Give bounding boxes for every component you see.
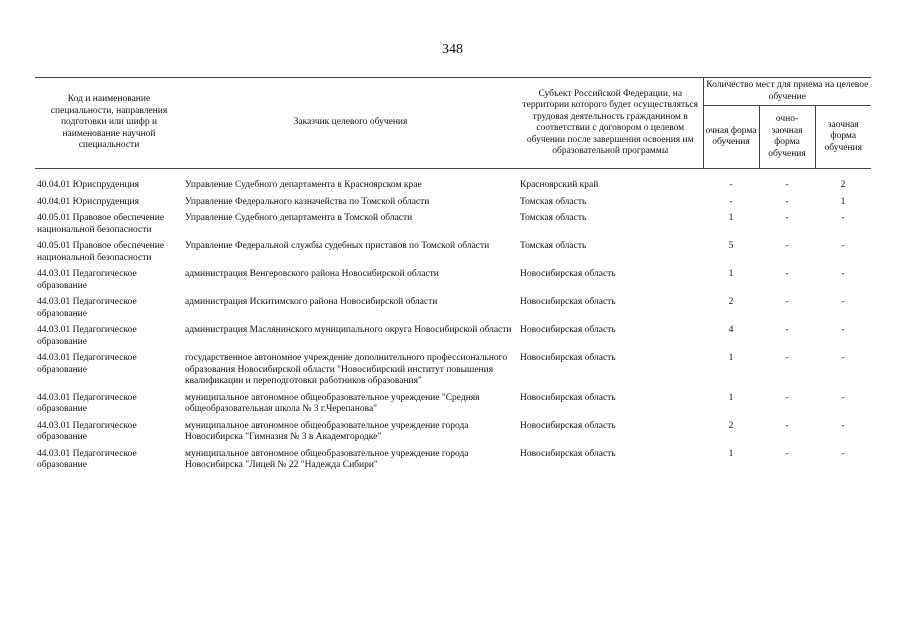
- cell-distance: -: [841, 420, 845, 431]
- cell-code: 44.03.01 Педагогическое образование: [37, 448, 137, 470]
- cell-distance: -: [841, 241, 845, 251]
- cell-customer: муниципальное автономное общеобразовательное учреждение города Новосибирска "Лицей № 22 "Надежда Сибири": [185, 448, 469, 470]
- cell-full-time: 2: [728, 420, 734, 431]
- cell-subject: Новосибирская область: [520, 448, 616, 459]
- table-spacer: [35, 169, 871, 181]
- header-distance: заочная форма обучения: [815, 106, 871, 169]
- cell-part-time: -: [785, 180, 789, 190]
- cell-code: 44.03.01 Педагогическое образование: [37, 297, 137, 319]
- table-header-row: [35, 78, 871, 106]
- cell-subject: Томская область: [520, 241, 587, 251]
- table-row: [35, 421, 871, 449]
- cell-distance: -: [841, 448, 845, 459]
- cell-distance: -: [841, 353, 845, 363]
- cell-distance: -: [841, 325, 845, 335]
- cell-part-time: -: [785, 196, 789, 207]
- cell-customer: муниципальное автономное общеобразовательное учреждение "Средняя общеобразовательная школа № 3 г.Черепанова": [185, 392, 480, 414]
- cell-subject: Новосибирская область: [520, 297, 616, 307]
- cell-subject: Томская область: [520, 213, 587, 223]
- table-row: [35, 297, 871, 325]
- cell-full-time: 1: [728, 353, 734, 363]
- table-row: [35, 213, 871, 241]
- cell-full-time: 1: [728, 213, 734, 223]
- cell-part-time: -: [785, 353, 789, 363]
- cell-part-time: -: [785, 241, 789, 251]
- cell-code: 44.03.01 Педагогическое образование: [37, 353, 137, 375]
- table-row: [35, 269, 871, 297]
- table-row: [35, 449, 871, 477]
- cell-customer: Управление Федеральной службы судебных приставов по Томской области: [185, 241, 490, 251]
- cell-full-time: 2: [728, 297, 734, 307]
- cell-subject: Томская область: [520, 196, 587, 207]
- cell-part-time: -: [785, 325, 789, 335]
- cell-customer: администрация Маслянинского муниципального округа Новосибирской области: [185, 325, 512, 335]
- cell-part-time: -: [785, 297, 789, 307]
- cell-subject: Новосибирская область: [520, 392, 616, 403]
- cell-distance: 1: [840, 196, 846, 207]
- page-number: 348: [442, 42, 463, 57]
- header-full-time: очная форма обучения: [703, 106, 759, 169]
- cell-full-time: 1: [728, 448, 734, 459]
- cell-customer: Управление Федерального казначейства по Томской области: [185, 196, 430, 207]
- cell-part-time: -: [785, 213, 789, 223]
- cell-part-time: -: [785, 448, 789, 459]
- cell-code: 44.03.01 Педагогическое образование: [37, 420, 137, 442]
- header-customer: Заказчик целевого обучения: [183, 78, 518, 169]
- table-row: [35, 197, 871, 214]
- cell-customer: Управление Судебного департамента в Томской области: [185, 213, 413, 223]
- header-subject: Субъект Российской Федерации, на территории которого будет осуществляться трудовая деятельность гражданином в соответствии с договором о целевом обучении после завершения освоения им образовательной программы: [518, 78, 703, 169]
- cell-distance: -: [841, 213, 845, 223]
- header-places: Количество мест для приема на целевое обучение: [703, 78, 871, 106]
- cell-part-time: -: [785, 420, 789, 431]
- table-row: [35, 241, 871, 269]
- table-row: [35, 393, 871, 421]
- cell-subject: Новосибирская область: [520, 420, 616, 431]
- cell-full-time: 4: [728, 325, 734, 335]
- table-body: [35, 169, 871, 477]
- cell-distance: -: [841, 269, 845, 279]
- cell-customer: Управление Судебного департамента в Красноярском крае: [185, 180, 422, 190]
- cell-code: 44.03.01 Педагогическое образование: [37, 269, 137, 291]
- cell-part-time: -: [785, 269, 789, 279]
- cell-distance: -: [841, 297, 845, 307]
- cell-full-time: -: [729, 180, 733, 190]
- cell-full-time: 1: [728, 392, 734, 403]
- cell-customer: администрация Искитимского района Новосибирской области: [185, 297, 438, 307]
- cell-code: 44.03.01 Педагогическое образование: [37, 392, 137, 414]
- cell-code: 40.04.01 Юриспруденция: [37, 180, 139, 190]
- admission-quota-table: [35, 77, 871, 477]
- cell-customer: администрация Венгеровского района Новосибирской области: [185, 269, 439, 279]
- cell-subject: Новосибирская область: [520, 353, 616, 363]
- cell-full-time: 1: [728, 269, 734, 279]
- cell-part-time: -: [785, 392, 789, 403]
- cell-full-time: 5: [728, 241, 734, 251]
- cell-customer: государственное автономное учреждение дополнительного профессионального образования Новосибирской области "Новосибирский институт повышения квалификации и переподготовки работников образования": [185, 353, 508, 386]
- cell-full-time: -: [729, 196, 733, 207]
- cell-distance: -: [841, 392, 845, 403]
- table-row: [35, 325, 871, 353]
- header-code: Код и наименование специальности, направления подготовки или шифр и наименование научной специальности: [35, 78, 183, 169]
- cell-distance: 2: [840, 180, 846, 190]
- cell-code: 40.05.01 Правовое обеспечение национальной безопасности: [37, 241, 165, 263]
- table-row: [35, 353, 871, 393]
- cell-subject: Новосибирская область: [520, 325, 616, 335]
- cell-code: 44.03.01 Педагогическое образование: [37, 325, 137, 347]
- cell-code: 40.04.01 Юриспруденция: [37, 196, 139, 207]
- cell-customer: муниципальное автономное общеобразовательное учреждение города Новосибирска "Гимназия № 3 в Академгородке": [185, 420, 469, 442]
- header-part-time: очно-заочная форма обучения: [759, 106, 815, 169]
- table-row: [35, 180, 871, 197]
- cell-subject: Новосибирская область: [520, 269, 616, 279]
- cell-subject: Красноярский край: [520, 180, 599, 190]
- cell-code: 40.05.01 Правовое обеспечение национальной безопасности: [37, 213, 165, 235]
